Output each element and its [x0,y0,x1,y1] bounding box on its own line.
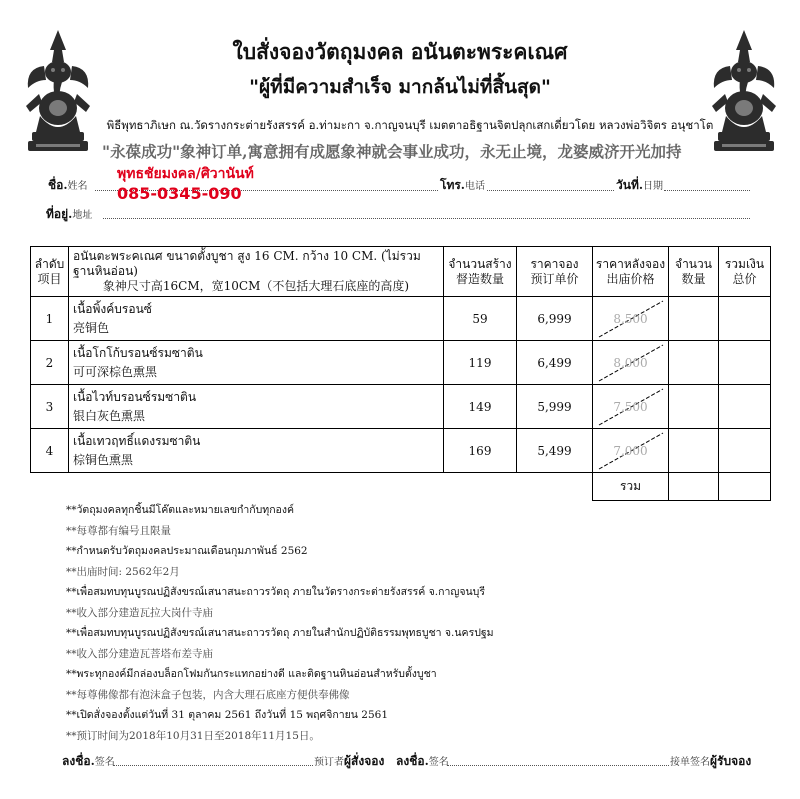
column-header-price-after-booking: ราคาหลังจอง 出庙价格 [593,247,669,297]
row-booking-price: 6,499 [517,341,593,385]
sum-quantity-input[interactable] [669,473,719,501]
row-total-input[interactable] [719,297,771,341]
column-header-quantity-made: จำนวนสร้าง 督造数量 [444,247,517,297]
row-booking-price: 5,499 [517,429,593,473]
phone-input-line[interactable] [487,190,614,191]
column-header-index: ลำดับ 项目 [31,247,69,297]
address-field[interactable] [46,205,92,224]
table-row [31,341,771,385]
name-field[interactable] [48,176,88,195]
row-price-after-booking: 7,500 [593,385,669,429]
form-title: ใบสั่งจองวัตถุมงคล อนันตะพระคเณศ [232,39,568,64]
row-total-input[interactable] [719,429,771,473]
row-price-after-booking: 8,000 [593,341,669,385]
note-item: **收入部分建造瓦菩塔布差寺庙 [66,647,213,660]
note-item: **每尊佛像都有泡沫盒子包装，内含大理石底座方便供奉佛像 [66,688,350,701]
chinese-slogan: "永葆成功"象神订单,寓意拥有成愿象神就会事业成功，永无止境，龙婆威济开光加持 [102,142,682,161]
row-total-input[interactable] [719,341,771,385]
row-quantity-made: 119 [444,341,517,385]
seller-info [117,165,254,203]
table-row [31,385,771,429]
row-booking-price: 6,999 [517,297,593,341]
row-description: เนื้อพิ้งค์บรอนซ์ 亮铜色 [69,297,444,341]
phone-sublabel: 电话 [464,181,485,192]
note-item: **วัตถุมงคลทุกชิ้นมีโค๊ตและหมายเลขกำกับทุกองค์ [66,504,295,516]
note-item: **预订时间为2018年10月31日至2018年11月15日。 [66,729,320,742]
address-input-line[interactable] [103,218,750,219]
row-quantity-input[interactable] [669,429,719,473]
ceremony-description: พิธีพุทธาภิเษก ณ.วัดรางกระต่ายรังสรรค์ อ.ท่ามะกา จ.กาญจนบุรี เมตตาอธิฐานจิตปลุกเสกเดี่ยวโดย หลวงพ่อวิจิตร อนุชาโต [106,118,714,132]
seller-name: พุทธชัยมงคล/ศิวานันท์ [117,166,254,182]
row-description: เนื้อไวท์บรอนซ์รมซาติน 银白灰色熏黑 [69,385,444,429]
column-header-quantity: จำนวน 数量 [669,247,719,297]
address-sublabel: 地址 [72,210,93,221]
receiver-role-label: 接单签名ผู้รับจอง [670,754,752,768]
row-total-input[interactable] [719,385,771,429]
note-item: **กำหนดรับวัตถุมงคลประมาณเดือนกุมภาพันธ์ 2562 [66,545,308,557]
table-row [31,297,771,341]
date-label: วันที่. [616,178,644,192]
sum-label: รวม [593,473,669,501]
row-index: 4 [31,429,69,473]
row-quantity-made: 59 [444,297,517,341]
table-sum-row [31,473,771,501]
form-slogan: "ผู้ที่มีความสำเร็จ มากล้นไม่ที่สิ้นสุด" [249,76,551,98]
name-label: ชื่อ. [48,178,68,192]
row-quantity-made: 169 [444,429,517,473]
row-index: 3 [31,385,69,429]
notes-list [66,500,494,746]
row-description: เนื้อโกโก้บรอนซ์รมซาติน 可可深棕色熏黑 [69,341,444,385]
orderer-role-label: 预订者ผู้สั่งจอง [314,754,385,768]
note-item: **เปิดสั่งจองตั้งแต่วันที่ 31 ตุลาคม 2561 ถึงวันที่ 15 พฤศจิกายน 2561 [66,709,389,721]
row-price-after-booking: 7,000 [593,429,669,473]
column-header-booking-price: ราคาจอง 预订单价 [517,247,593,297]
note-item: **出庙时间: 2562年2月 [66,565,180,578]
table-row [31,429,771,473]
column-header-description: อนันตะพระคเณศ ขนาดตั้งบูชา สูง 16 CM. กว้าง 10 CM. (ไม่รวมฐานหินอ่อน) 象神尺寸高16CM，宽10CM（不包括大理石底座的高度) [69,247,444,297]
note-item: **เพื่อสมทบทุนบูรณปฏิสังขรณ์เสนาสนะถาวรวัตถุ ภายในวัดรางกระต่ายรังสรรค์ จ.กาญจนบุรี [66,586,485,598]
receiver-signature-label: ลงชื่อ.签名 [396,754,449,768]
row-booking-price: 5,999 [517,385,593,429]
note-item: **พระทุกองค์มีกล่องบล็อกโฟมกันกระแทกอย่างดี และติดฐานหินอ่อนสำหรับตั้งบูชา [66,668,437,680]
row-index: 2 [31,341,69,385]
note-item: **收入部分建造瓦拉大岗什寺庙 [66,606,213,619]
sum-total-input[interactable] [719,473,771,501]
note-item: **每尊都有编号且限量 [66,524,171,537]
phone-label: โทร. [440,178,465,192]
row-index: 1 [31,297,69,341]
row-quantity-made: 149 [444,385,517,429]
phone-field[interactable] [440,176,485,195]
order-table [30,246,771,501]
receiver-signature-line[interactable] [447,765,669,766]
row-price-after-booking: 8,500 [593,297,669,341]
date-sublabel: 日期 [643,181,664,192]
date-input-line[interactable] [664,190,750,191]
column-header-total: รวมเงิน 总价 [719,247,771,297]
orderer-signature-line[interactable] [113,765,313,766]
table-header-row [31,247,771,297]
orderer-signature-label: ลงชื่อ.签名 [62,754,115,768]
seller-phone: 085-0345-090 [117,184,242,203]
row-quantity-input[interactable] [669,385,719,429]
name-sublabel: 姓名 [67,181,88,192]
row-quantity-input[interactable] [669,341,719,385]
row-quantity-input[interactable] [669,297,719,341]
address-label: ที่อยู่. [46,207,73,221]
row-description: เนื้อเทวฤทธิ์แดงรมซาติน 棕铜色熏黑 [69,429,444,473]
note-item: **เพื่อสมทบทุนบูรณปฏิสังขรณ์เสนาสนะถาวรวัตถุ ภายในสำนักปฏิบัติธรรมพุทธบูชา จ.นครปฐม [66,627,494,639]
date-field[interactable] [616,176,663,195]
